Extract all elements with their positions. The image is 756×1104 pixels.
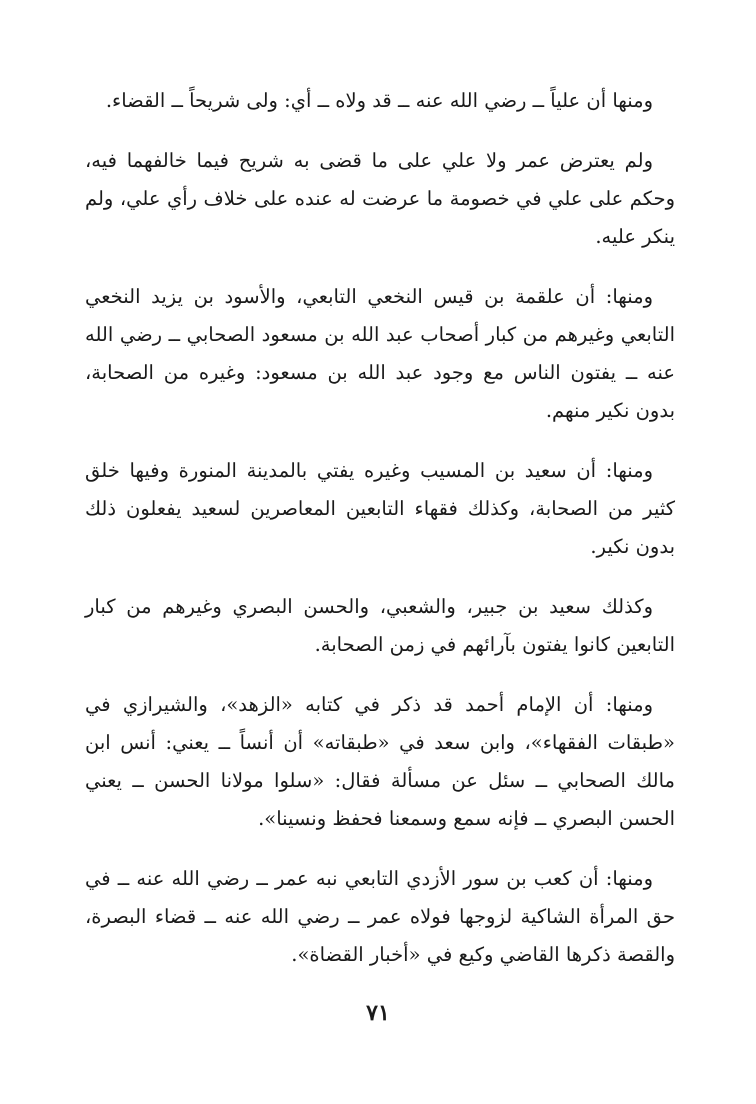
paragraph-4: ومنها: أن سعيد بن المسيب وغيره يفتي بالمدينة المنورة وفيها خلق كثير من الصحابة، وكذلك فقهاء التابعين المعاصرين لسعيد يفعلون ذلك بدون نكير.: [85, 459, 675, 558]
paragraph-6: ومنها: أن الإمام أحمد قد ذكر في كتابه «الزهد»، والشيرازي في «طبقات الفقهاء»، وابن سعد في «طبقاته» أن أنساً ــ يعني: أنس ابن مالك الصحابي ــ سئل عن مسألة فقال: «سلوا مولانا الحسن ــ يعني الحسن البصري ــ فإنه سمع وسمعنا فحفظ ونسينا».: [85, 693, 676, 830]
page-body: [85, 82, 675, 1042]
paragraph-7: ومنها: أن كعب بن سور الأزدي التابعي نبه عمر ــ رضي الله عنه ــ في حق المرأة الشاكية لزوجها فولاه عمر ــ رضي الله عنه ــ قضاء البصرة، والقصة ذكرها القاضي وكيع في «أخبار القضاة».: [85, 867, 675, 966]
paragraph-2: ولم يعترض عمر ولا علي على ما قضى به شريح فيما خالفهما فيه، وحكم على علي في خصومة ما عرضت له عنده على خلاف رأي علي، ولم ينكر عليه.: [85, 149, 675, 248]
paragraph-3: ومنها: أن علقمة بن قيس النخعي التابعي، والأسود بن يزيد النخعي التابعي وغيرهم من كبار أصحاب عبد الله بن مسعود الصحابي ــ رضي الله عنه ــ يفتون الناس مع وجود عبد الله بن مسعود: وغيره من الصحابة، بدون نكير منهم.: [85, 285, 675, 422]
paragraph-5: وكذلك سعيد بن جبير، والشعبي، والحسن البصري وغيرهم من كبار التابعين كانوا يفتون بآرائهم في زمن الصحابة.: [85, 595, 675, 656]
page-number: ٧١: [366, 1000, 390, 1026]
paragraph-1: ومنها أن علياً ــ رضي الله عنه ــ قد ولاه ــ أي: ولى شريحاً ــ القضاء.: [105, 89, 653, 112]
